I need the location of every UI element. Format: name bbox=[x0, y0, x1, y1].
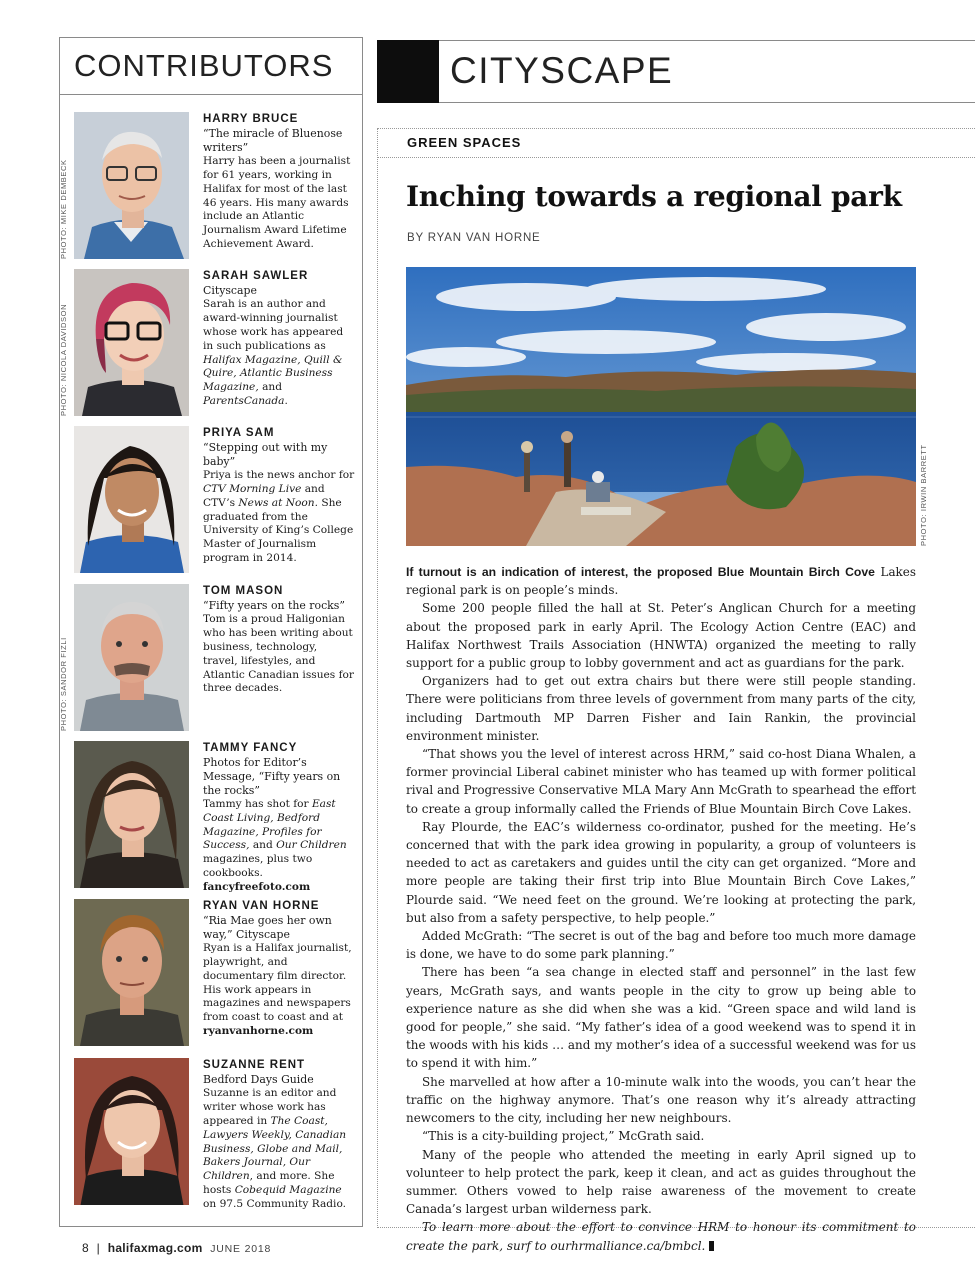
contributor-subtitle: “Stepping out with my baby” bbox=[203, 441, 328, 468]
contributor-entry bbox=[60, 269, 362, 421]
contributor-bio-text: Harry has been a journalist for 61 years, working in Halifax for most of the last 46 years. His many awards include an Atlantic Journalism Award Lifetime Achievement Award. bbox=[203, 154, 351, 251]
contributor-name: RYAN VAN HORNE bbox=[203, 900, 320, 912]
contributor-entry bbox=[60, 899, 362, 1051]
contributor-subtitle: Cityscape bbox=[203, 284, 257, 297]
photo-credit: PHOTO: MIKE DEMBECK bbox=[59, 159, 68, 259]
section-marker-block bbox=[377, 40, 439, 103]
contributor-bio-text: Tom is a proud Haligonian who has been writing about business, technology, travel, lifestyles, and Atlantic Canadian issues for three decades. bbox=[203, 612, 354, 695]
article-paragraph: Ray Plourde, the EAC’s wilderness co-ordinator, pushed for the meeting. He’s concerned that with the park idea growing in popularity, a group of volunteers is needed to act as caretakers and guides until the city can get organized. “More and more people are taking their first trip into Blue Mountain Birch Cove Lakes,” Plourde said. “We need feet on the ground. We’re looking at protecting the park, but also from a safety perspective, to help people.” bbox=[406, 819, 916, 925]
contributor-name: TAMMY FANCY bbox=[203, 742, 298, 754]
contributors-title: CONTRIBUTORS bbox=[74, 48, 334, 83]
contributor-photo bbox=[74, 741, 189, 888]
contributor-bio bbox=[203, 426, 355, 566]
article-closing: To learn more about the effort to convince HRM to honour its commitment to create the park, surf to ourhrmalliance.ca/bmbcl. bbox=[406, 1220, 916, 1253]
contributor-bio-text: Tammy has shot for East Coast Living, Bedford Magazine, Profiles for Success, and Our Children magazines, plus two cookbooks. fancyfreefoto.com bbox=[203, 797, 347, 894]
contributor-name: SUZANNE RENT bbox=[203, 1059, 306, 1071]
page-number: 8 bbox=[82, 1241, 89, 1255]
article-leadin: If turnout is an indication of interest, the proposed Blue Mountain Birch Cove bbox=[406, 565, 875, 579]
photo-credit: PHOTO: NICOLA DAVIDSON bbox=[59, 303, 68, 416]
contributor-subtitle: “Fifty years on the rocks” bbox=[203, 599, 345, 612]
footer-date: JUNE 2018 bbox=[210, 1243, 272, 1255]
contributor-name: HARRY BRUCE bbox=[203, 113, 299, 125]
footer-separator: | bbox=[96, 1241, 101, 1255]
article-headline: Inching towards a regional park bbox=[406, 180, 902, 213]
photo-credit: PHOTO: IRWIN BARRETT bbox=[919, 444, 928, 546]
contributor-entry bbox=[60, 584, 362, 736]
contributor-bio bbox=[203, 584, 355, 696]
contributor-photo bbox=[74, 112, 189, 259]
contributor-bio bbox=[203, 899, 355, 1039]
contributor-entry bbox=[60, 1058, 362, 1210]
contributor-entry bbox=[60, 741, 362, 893]
article-paragraph: Organizers had to get out extra chairs but there were still people standing. There were politicians from three levels of government from many parts of the city, including Dartmouth MP Darren Fisher and Iain Rankin, the provincial environment minister. bbox=[406, 674, 916, 743]
article-paragraph: There has been “a sea change in elected staff and personnel” in the last few years, McGrath says, and wants people in the city to grow up being able to experience nature as she did when she was a kid. “Green space and wild land is good for people,” she said. “My father’s idea of a good weekend was to spend it in the woods with his kids … and my mother’s idea of a successful weekend was for us to spend it with him.” bbox=[406, 965, 916, 1071]
contributor-photo bbox=[74, 899, 189, 1046]
article-paragraph: If turnout is an indication of interest, the proposed Blue Mountain Birch Cove Lakes regional park is on people’s minds. bbox=[406, 565, 916, 598]
contributor-photo bbox=[74, 426, 189, 573]
section-rule bbox=[439, 102, 975, 103]
section-label: GREEN SPACES bbox=[407, 135, 522, 150]
contributor-name: PRIYA SAM bbox=[203, 427, 275, 439]
page-footer bbox=[82, 1241, 271, 1255]
contributor-entry bbox=[60, 426, 362, 578]
contributor-photo bbox=[74, 269, 189, 416]
article-paragraph: She marvelled at how after a 10-minute walk into the woods, you can’t hear the traffic on the highway anymore. That’s one reason why it’s already attracting newcomers to the city, including her new neighbours. bbox=[406, 1074, 916, 1126]
article-paragraph: “This is a city-building project,” McGrath said. bbox=[422, 1129, 705, 1144]
contributor-photo bbox=[74, 1058, 189, 1205]
contributor-bio bbox=[203, 741, 355, 895]
article-photo bbox=[406, 267, 916, 546]
contributor-photo bbox=[74, 584, 189, 731]
article-byline: BY RYAN VAN HORNE bbox=[407, 232, 541, 244]
contributor-subtitle: Bedford Days Guide bbox=[203, 1073, 314, 1086]
contributor-bio-text: Ryan is a Halifax journalist, playwright, and documentary film director. His work appears in magazines and newspapers from coast to coast and at ryanvanhorne.com bbox=[203, 941, 352, 1038]
contributor-subtitle: “The miracle of Bluenose writers” bbox=[203, 127, 343, 154]
contributor-subtitle: Photos for Editor’s Message, “Fifty years on the rocks” bbox=[203, 756, 341, 797]
article-paragraph: Many of the people who attended the meeting in early April signed up to volunteer to help protect the park, keep it clean, and act as guides throughout the summer. Others vowed to help raise awareness of the movement to create Canada’s largest urban wilderness park. bbox=[406, 1147, 916, 1217]
contributor-bio-text: Sarah is an author and award-winning journalist whose work has appeared in such publications as Halifax Magazine, Quill & Quire, Atlantic Business Magazine, and ParentsCanada. bbox=[203, 297, 344, 408]
end-mark-icon bbox=[709, 1241, 714, 1251]
contributor-name: TOM MASON bbox=[203, 585, 284, 597]
article-paragraph: Added McGrath: “The secret is out of the bag and before too much more damage is done, we have to do some park planning.” bbox=[406, 929, 916, 962]
footer-site[interactable]: halifaxmag.com bbox=[107, 1241, 203, 1255]
contributor-entry bbox=[60, 112, 362, 264]
contributors-panel bbox=[59, 37, 363, 1227]
photo-credit: PHOTO: SANDOR FIZLI bbox=[59, 637, 68, 731]
section-rule bbox=[439, 40, 975, 41]
contributor-bio bbox=[203, 1058, 355, 1212]
contributor-bio bbox=[203, 112, 355, 252]
article-paragraph: “That shows you the level of interest across HRM,” said co-host Diana Whalen, a former provincial Liberal cabinet minister who has teamed up with former political rival and Progressive Conservative MLA Mary Ann McGrath to spearhead the effort to create a group informally called the Friends of Blue Mountain Birch Cove Lakes. bbox=[406, 747, 916, 816]
contributor-subtitle: “Ria Mae goes her own way,” Cityscape bbox=[203, 914, 332, 941]
contributor-bio bbox=[203, 269, 355, 409]
section-title: CITYSCAPE bbox=[450, 50, 674, 91]
contributor-name: SARAH SAWLER bbox=[203, 270, 309, 282]
article-body bbox=[406, 563, 916, 1255]
contributor-bio-text: Priya is the news anchor for CTV Morning Live and CTV’s News at Noon. She graduated from the University of King’s College Master of Journalism program in 2014. bbox=[203, 468, 355, 565]
section-label-rule bbox=[378, 157, 975, 158]
contributor-bio-text: Suzanne is an editor and writer whose work has appeared in The Coast, Lawyers Weekly, Canadian Business, Globe and Mail, Bakers Journal, Our Children, and more. She hosts Cobequid Magazine on 97.5 Community Radio. bbox=[203, 1086, 347, 1211]
contributor-url[interactable]: fancyfreefoto.com bbox=[203, 881, 311, 894]
contributors-header bbox=[60, 38, 362, 95]
article-paragraph: Some 200 people filled the hall at St. Peter’s Anglican Church for a meeting about the proposed park in early April. The Ecology Action Centre (EAC) and Halifax Northwest Trails Association (HNWTA) organized the meeting to rally support for a public group to lobby government and act as guardians for the park. bbox=[406, 601, 916, 671]
contributor-url[interactable]: ryanvanhorne.com bbox=[203, 1025, 314, 1038]
